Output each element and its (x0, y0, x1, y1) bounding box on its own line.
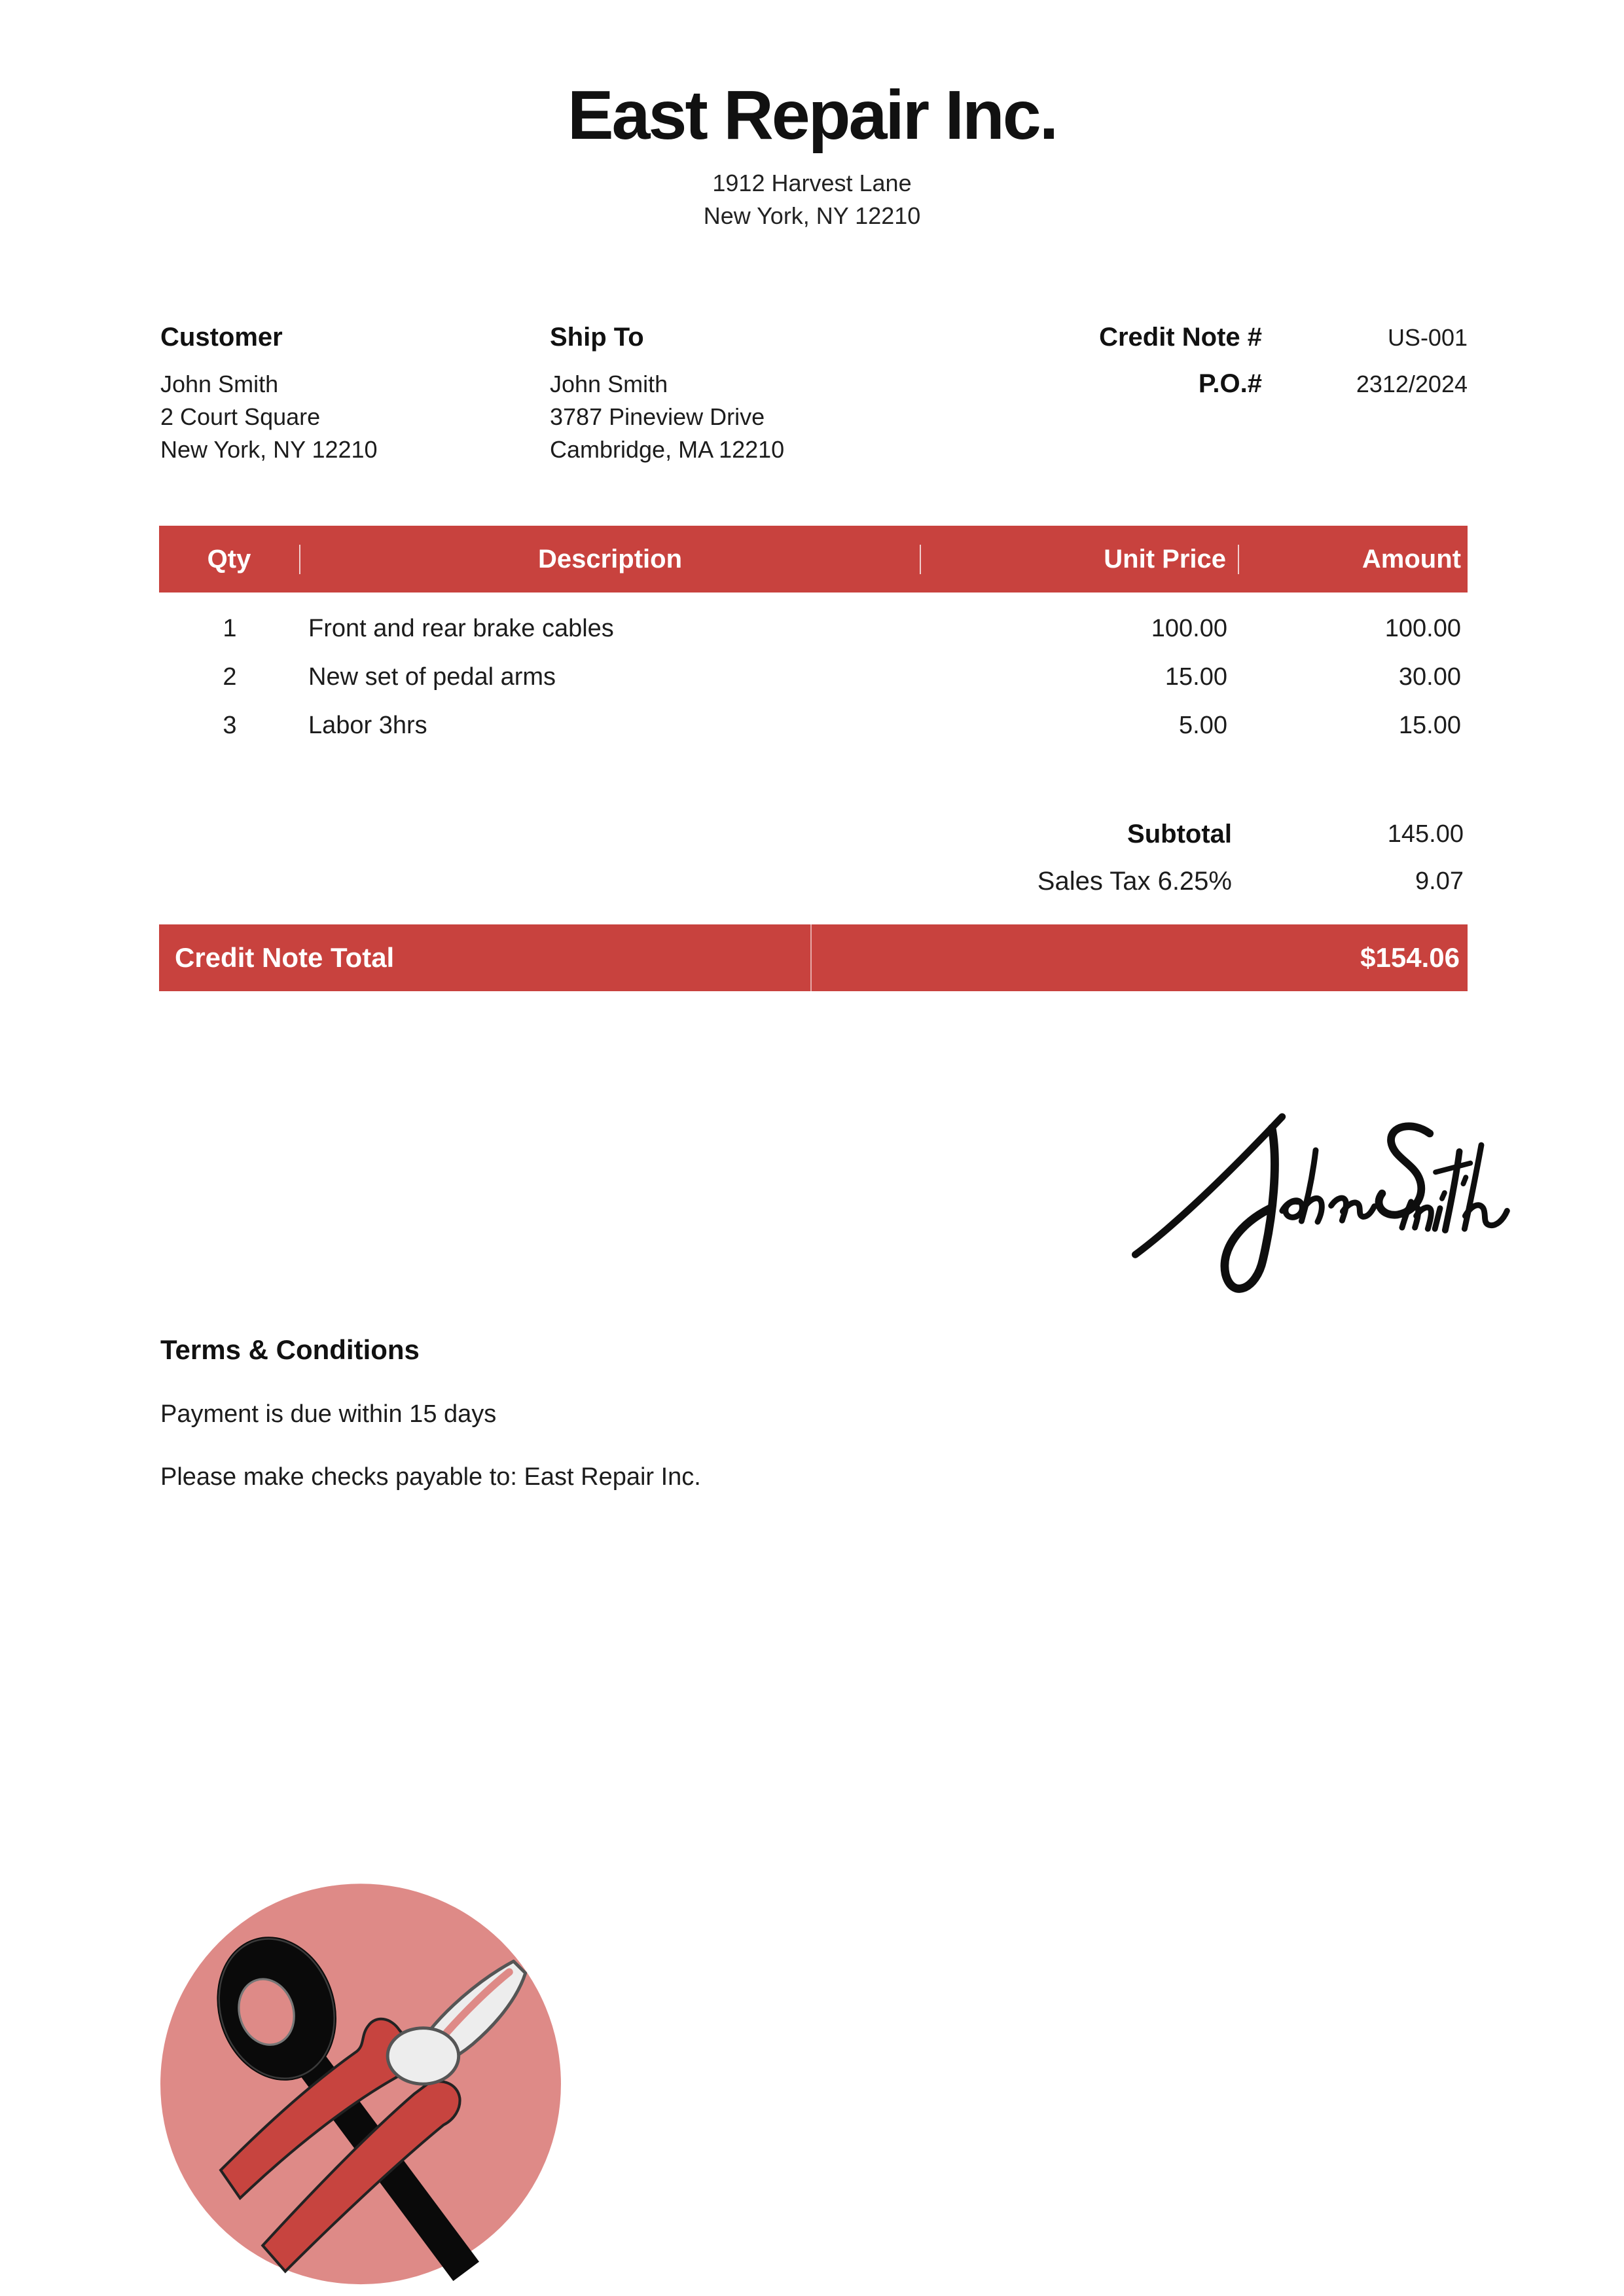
sales-tax-value: 9.07 (1415, 867, 1464, 895)
subtotal-row (159, 811, 1468, 858)
sales-tax-row (159, 858, 1468, 905)
header-amount: Amount (1362, 544, 1461, 574)
cell-unit-price: 5.00 (1179, 711, 1227, 739)
subtotal-label: Subtotal (1127, 819, 1232, 848)
customer-name: John Smith (160, 371, 279, 397)
document-meta (949, 322, 1468, 415)
ship-to-heading: Ship To (550, 323, 644, 352)
table-row (159, 653, 1468, 701)
cell-unit-price: 15.00 (1164, 663, 1227, 691)
customer-heading: Customer (160, 323, 283, 352)
signature-john-smith-image (1110, 1066, 1522, 1312)
header-description: Description (300, 545, 921, 574)
customer-block (160, 322, 378, 466)
company-name: East Repair Inc. (567, 77, 1057, 154)
tools-logo-image (145, 1882, 576, 2287)
table-body (159, 592, 1468, 750)
cell-qty: 2 (223, 663, 237, 691)
table-row (159, 701, 1468, 750)
table-header-row (159, 526, 1468, 592)
ship-to-city: Cambridge, MA 12210 (550, 436, 785, 463)
header-unit-price: Unit Price (921, 545, 1239, 574)
credit-note-total-label: Credit Note Total (159, 924, 812, 991)
po-number-label: P.O.# (1198, 369, 1262, 398)
sales-tax-label: Sales Tax 6.25% (1037, 866, 1232, 896)
cell-description: Labor 3hrs (308, 711, 427, 739)
terms-heading: Terms & Conditions (160, 1334, 420, 1365)
ship-to-block (550, 322, 784, 466)
subtotal-value: 145.00 (1387, 820, 1464, 848)
credit-note-total-value: $154.06 (1360, 942, 1460, 973)
terms-line-checks: Please make checks payable to: East Repair Inc. (160, 1463, 701, 1491)
company-address (0, 167, 1624, 232)
totals-section (159, 811, 1468, 905)
cell-qty: 1 (223, 614, 237, 642)
customer-street: 2 Court Square (160, 403, 321, 430)
cell-unit-price: 100.00 (1151, 614, 1227, 642)
cell-qty: 3 (223, 711, 237, 739)
po-number-value: 2312/2024 (1356, 371, 1468, 397)
company-header (0, 77, 1624, 232)
company-logo (145, 1882, 576, 2287)
credit-note-number-label: Credit Note # (1099, 323, 1262, 352)
cell-description: New set of pedal arms (308, 663, 556, 691)
cell-amount: 100.00 (1384, 614, 1461, 642)
company-address-line2: New York, NY 12210 (703, 202, 921, 229)
signature (1110, 1066, 1522, 1312)
terms-section (160, 1334, 701, 1491)
credit-note-total-bar (159, 924, 1468, 991)
cell-amount: 15.00 (1398, 711, 1461, 739)
line-items-table (159, 526, 1468, 750)
ship-to-street: 3787 Pineview Drive (550, 403, 765, 430)
po-number-row (949, 369, 1468, 399)
company-address-line1: 1912 Harvest Lane (712, 169, 912, 196)
ship-to-name: John Smith (550, 371, 668, 397)
cell-description: Front and rear brake cables (308, 614, 614, 642)
credit-note-number-row (949, 322, 1468, 353)
credit-note-number-value: US-001 (1387, 324, 1468, 351)
customer-city: New York, NY 12210 (160, 436, 378, 463)
table-row (159, 604, 1468, 653)
cell-amount: 30.00 (1398, 663, 1461, 691)
header-qty: Qty (159, 545, 300, 574)
terms-line-payment: Payment is due within 15 days (160, 1400, 497, 1428)
